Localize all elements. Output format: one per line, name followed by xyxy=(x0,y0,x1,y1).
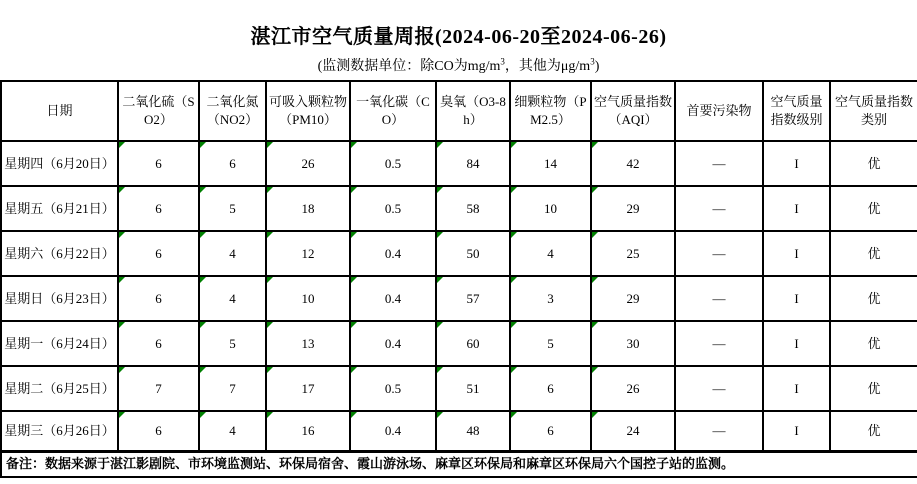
cell-value: 13 xyxy=(301,335,315,351)
co-value-cell xyxy=(350,231,436,276)
pm25-value-cell xyxy=(510,141,591,186)
cell-value: 4 xyxy=(547,245,554,261)
green-triangle-icon xyxy=(437,187,443,193)
column-header-no2: 二氧化氮（NO2） xyxy=(199,81,266,141)
cell-value: 10 xyxy=(544,200,557,216)
cell-value: 58 xyxy=(466,200,480,216)
green-triangle-icon xyxy=(437,232,443,238)
green-triangle-icon xyxy=(592,322,598,328)
column-header-aqi-category: 空气质量指数类别 xyxy=(830,81,917,141)
aqi-category-cell: 优 xyxy=(830,276,917,321)
aqi-value-cell xyxy=(591,141,675,186)
cell-value: 0.4 xyxy=(384,422,402,438)
green-triangle-icon xyxy=(437,367,443,373)
table-row xyxy=(1,141,917,186)
pm10-value-cell xyxy=(266,276,350,321)
no2-value-cell xyxy=(199,321,266,366)
pm25-value-cell xyxy=(510,186,591,231)
green-triangle-icon xyxy=(351,187,357,193)
green-triangle-icon xyxy=(592,277,598,283)
cell-value: 7 xyxy=(155,380,162,396)
table-row xyxy=(1,276,917,321)
pm25-value-cell xyxy=(510,321,591,366)
green-triangle-icon xyxy=(592,232,598,238)
cell-value: 25 xyxy=(626,245,640,261)
cell-value: 0.4 xyxy=(384,335,402,351)
aqi-level-cell: I xyxy=(763,411,830,451)
o3-value-cell xyxy=(436,186,510,231)
no2-value-cell xyxy=(199,411,266,451)
primary-pollutant-cell: — xyxy=(675,411,763,451)
so2-value-cell xyxy=(118,276,199,321)
cell-value: 0.4 xyxy=(384,245,402,261)
green-triangle-icon xyxy=(511,232,517,238)
o3-value-cell xyxy=(436,231,510,276)
co-value-cell xyxy=(350,141,436,186)
cell-value: 26 xyxy=(626,380,640,396)
cell-value: 48 xyxy=(466,422,480,438)
aqi-value-cell xyxy=(591,366,675,411)
primary-pollutant-cell: — xyxy=(675,366,763,411)
green-triangle-icon xyxy=(119,322,125,328)
cell-value: 26 xyxy=(301,155,315,171)
cell-value: 17 xyxy=(301,380,315,396)
cell-value: 6 xyxy=(155,245,162,261)
so2-value-cell xyxy=(118,141,199,186)
so2-value-cell xyxy=(118,231,199,276)
co-value-cell xyxy=(350,186,436,231)
co-value-cell xyxy=(350,366,436,411)
pm10-value-cell xyxy=(266,366,350,411)
no2-value-cell xyxy=(199,186,266,231)
primary-pollutant-cell: — xyxy=(675,141,763,186)
aqi-category-cell: 优 xyxy=(830,321,917,366)
primary-pollutant-cell: — xyxy=(675,186,763,231)
column-header-primary-pollutant: 首要污染物 xyxy=(675,81,763,141)
green-triangle-icon xyxy=(437,142,443,148)
subtitle-part1: (监测数据单位：除CO为mg/m xyxy=(317,59,501,74)
so2-value-cell xyxy=(118,186,199,231)
green-triangle-icon xyxy=(200,412,206,418)
cell-value: 12 xyxy=(301,245,315,261)
no2-value-cell xyxy=(199,141,266,186)
green-triangle-icon xyxy=(267,187,273,193)
aqi-level-cell: I xyxy=(763,231,830,276)
green-triangle-icon xyxy=(511,277,517,283)
pm25-value-cell xyxy=(510,411,591,451)
cell-value: 16 xyxy=(301,422,315,438)
column-header-so2: 二氧化硫（SO2） xyxy=(118,81,199,141)
o3-value-cell xyxy=(436,366,510,411)
green-triangle-icon xyxy=(267,322,273,328)
aqi-value-cell xyxy=(591,321,675,366)
aqi-value-cell xyxy=(591,186,675,231)
cell-value: 5 xyxy=(229,335,236,351)
air-quality-report-table xyxy=(0,80,917,478)
cell-value: 51 xyxy=(466,380,480,396)
table-row xyxy=(1,411,917,451)
cell-value: 0.5 xyxy=(384,155,402,171)
green-triangle-icon xyxy=(351,367,357,373)
date-cell: 星期三（6月26日） xyxy=(1,411,118,451)
column-header-pm10: 可吸入颗粒物（PM10） xyxy=(266,81,350,141)
cell-value: 18 xyxy=(301,200,315,216)
cell-value: 5 xyxy=(547,335,554,351)
green-triangle-icon xyxy=(200,232,206,238)
green-triangle-icon xyxy=(119,187,125,193)
aqi-level-cell: I xyxy=(763,366,830,411)
aqi-category-cell: 优 xyxy=(830,141,917,186)
cell-value: 0.5 xyxy=(384,380,402,396)
cell-value: 6 xyxy=(155,422,162,438)
column-header-co: 一氧化碳（CO） xyxy=(350,81,436,141)
green-triangle-icon xyxy=(351,412,357,418)
aqi-level-cell: I xyxy=(763,276,830,321)
cell-value: 0.5 xyxy=(384,200,402,216)
cell-value: 4 xyxy=(229,422,236,438)
green-triangle-icon xyxy=(437,412,443,418)
page-subtitle xyxy=(0,55,917,75)
cell-value: 6 xyxy=(547,422,554,438)
green-triangle-icon xyxy=(267,412,273,418)
green-triangle-icon xyxy=(200,367,206,373)
column-header-o3: 臭氧（O3-8h） xyxy=(436,81,510,141)
table-row xyxy=(1,321,917,366)
primary-pollutant-cell: — xyxy=(675,321,763,366)
o3-value-cell xyxy=(436,276,510,321)
aqi-category-cell: 优 xyxy=(830,186,917,231)
green-triangle-icon xyxy=(592,142,598,148)
column-header-aqi: 空气质量指数（AQI） xyxy=(591,81,675,141)
o3-value-cell xyxy=(436,411,510,451)
date-cell: 星期四（6月20日） xyxy=(1,141,118,186)
green-triangle-icon xyxy=(267,142,273,148)
column-header-pm25: 细颗粒物（PM2.5） xyxy=(510,81,591,141)
date-cell: 星期二（6月25日） xyxy=(1,366,118,411)
aqi-category-cell: 优 xyxy=(830,411,917,451)
green-triangle-icon xyxy=(511,187,517,193)
primary-pollutant-cell: — xyxy=(675,231,763,276)
green-triangle-icon xyxy=(351,322,357,328)
co-value-cell xyxy=(350,276,436,321)
column-header-date: 日期 xyxy=(1,81,118,141)
green-triangle-icon xyxy=(119,412,125,418)
green-triangle-icon xyxy=(351,142,357,148)
o3-value-cell xyxy=(436,321,510,366)
cell-value: 0.4 xyxy=(384,290,402,306)
green-triangle-icon xyxy=(592,187,598,193)
green-triangle-icon xyxy=(119,277,125,283)
green-triangle-icon xyxy=(351,232,357,238)
green-triangle-icon xyxy=(200,322,206,328)
footnote: 备注：数据来源于湛江影剧院、市环境监测站、环保局宿舍、霞山游泳场、麻章区环保局和麻章区环保局六个国控子站的监测。 xyxy=(1,451,917,477)
so2-value-cell xyxy=(118,366,199,411)
subtitle-superscript-1: 3 xyxy=(500,56,505,67)
pm25-value-cell xyxy=(510,231,591,276)
subtitle-part3: ) xyxy=(594,59,600,74)
so2-value-cell xyxy=(118,321,199,366)
date-cell: 星期日（6月23日） xyxy=(1,276,118,321)
cell-value: 14 xyxy=(544,155,557,171)
footnote-row xyxy=(1,451,917,477)
co-value-cell xyxy=(350,411,436,451)
green-triangle-icon xyxy=(511,322,517,328)
pm25-value-cell xyxy=(510,276,591,321)
subtitle-superscript-2: 3 xyxy=(590,56,595,67)
cell-value: 84 xyxy=(466,155,480,171)
subtitle-part2: ，其他为μg/m xyxy=(504,59,591,74)
no2-value-cell xyxy=(199,231,266,276)
green-triangle-icon xyxy=(511,367,517,373)
cell-value: 6 xyxy=(547,380,554,396)
aqi-level-cell: I xyxy=(763,186,830,231)
aqi-value-cell xyxy=(591,231,675,276)
no2-value-cell xyxy=(199,366,266,411)
table-header-row xyxy=(1,81,917,141)
cell-value: 6 xyxy=(229,155,236,171)
aqi-value-cell xyxy=(591,276,675,321)
aqi-value-cell xyxy=(591,411,675,451)
cell-value: 29 xyxy=(626,290,640,306)
cell-value: 42 xyxy=(626,155,640,171)
date-cell: 星期六（6月22日） xyxy=(1,231,118,276)
aqi-category-cell: 优 xyxy=(830,231,917,276)
table-row xyxy=(1,231,917,276)
cell-value: 30 xyxy=(626,335,640,351)
cell-value: 6 xyxy=(155,290,162,306)
green-triangle-icon xyxy=(511,412,517,418)
page-title: 湛江市空气质量周报(2024-06-20至2024-06-26) xyxy=(250,26,667,48)
column-header-aqi-level: 空气质量指数级别 xyxy=(763,81,830,141)
green-triangle-icon xyxy=(119,367,125,373)
cell-value: 10 xyxy=(301,290,315,306)
cell-value: 6 xyxy=(155,200,162,216)
cell-value: 7 xyxy=(229,380,236,396)
green-triangle-icon xyxy=(592,412,598,418)
aqi-level-cell: I xyxy=(763,321,830,366)
co-value-cell xyxy=(350,321,436,366)
green-triangle-icon xyxy=(119,142,125,148)
cell-value: 57 xyxy=(466,290,480,306)
pm10-value-cell xyxy=(266,186,350,231)
green-triangle-icon xyxy=(437,322,443,328)
aqi-category-cell: 优 xyxy=(830,366,917,411)
no2-value-cell xyxy=(199,276,266,321)
pm10-value-cell xyxy=(266,231,350,276)
green-triangle-icon xyxy=(511,142,517,148)
green-triangle-icon xyxy=(200,277,206,283)
green-triangle-icon xyxy=(351,277,357,283)
cell-value: 4 xyxy=(229,245,236,261)
date-cell: 星期五（6月21日） xyxy=(1,186,118,231)
primary-pollutant-cell: — xyxy=(675,276,763,321)
cell-value: 24 xyxy=(626,422,640,438)
green-triangle-icon xyxy=(437,277,443,283)
pm10-value-cell xyxy=(266,141,350,186)
cell-value: 3 xyxy=(547,290,554,306)
green-triangle-icon xyxy=(119,232,125,238)
cell-value: 29 xyxy=(626,200,640,216)
table-row xyxy=(1,186,917,231)
green-triangle-icon xyxy=(592,367,598,373)
green-triangle-icon xyxy=(267,277,273,283)
aqi-level-cell: I xyxy=(763,141,830,186)
pm10-value-cell xyxy=(266,411,350,451)
cell-value: 6 xyxy=(155,335,162,351)
cell-value: 60 xyxy=(466,335,480,351)
so2-value-cell xyxy=(118,411,199,451)
cell-value: 4 xyxy=(229,290,236,306)
date-cell: 星期一（6月24日） xyxy=(1,321,118,366)
cell-value: 6 xyxy=(155,155,162,171)
cell-value: 5 xyxy=(229,200,236,216)
green-triangle-icon xyxy=(200,142,206,148)
cell-value: 50 xyxy=(466,245,480,261)
table-row xyxy=(1,366,917,411)
pm10-value-cell xyxy=(266,321,350,366)
pm25-value-cell xyxy=(510,366,591,411)
green-triangle-icon xyxy=(267,232,273,238)
green-triangle-icon xyxy=(267,367,273,373)
green-triangle-icon xyxy=(200,187,206,193)
o3-value-cell xyxy=(436,141,510,186)
